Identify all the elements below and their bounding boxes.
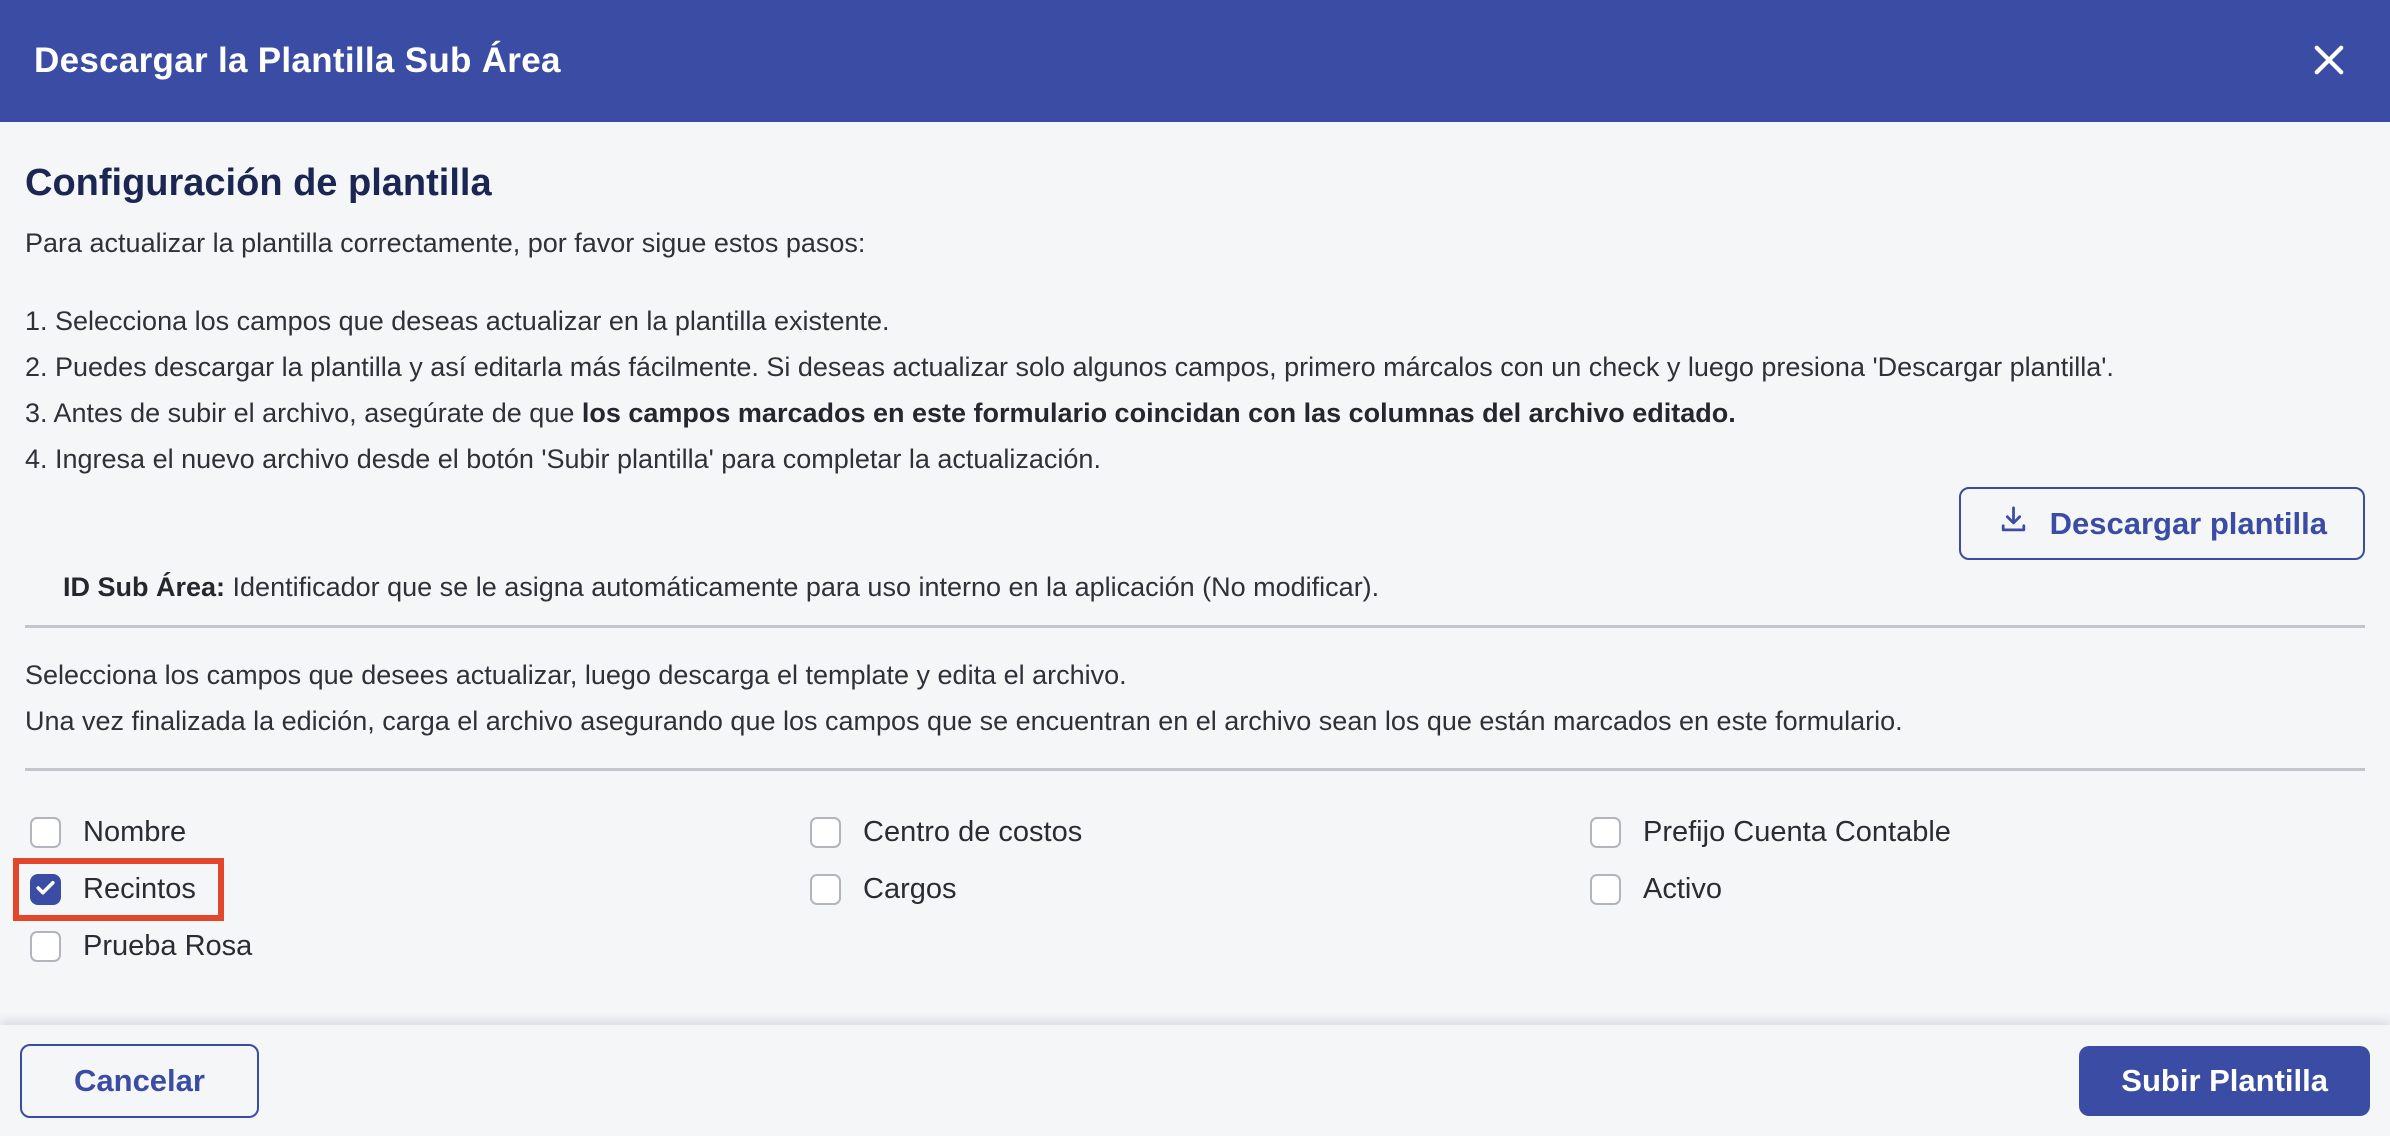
step-4: 4. Ingresa el nuevo archivo desde el botón 'Subir plantilla' para completar la actualización. [25, 444, 1101, 474]
checkbox-recintos[interactable] [30, 874, 61, 905]
checkbox-row-centro-de-costos[interactable] [810, 804, 1590, 861]
checkbox-label: Recintos [83, 873, 196, 905]
divider [25, 625, 2365, 628]
checkbox-label: Prefijo Cuenta Contable [1643, 816, 1951, 848]
instructions-line-1: Selecciona los campos que desees actualizar, luego descarga el template y edita el archivo. [25, 660, 1127, 690]
id-note-label: ID Sub Área: [63, 572, 226, 602]
step-1: 1. Selecciona los campos que deseas actualizar en la plantilla existente. [25, 306, 890, 336]
checkbox-nombre[interactable] [30, 817, 61, 848]
checkbox-label: Cargos [863, 873, 957, 905]
checkbox-activo[interactable] [1590, 874, 1621, 905]
section-title: Configuración de plantilla [25, 162, 492, 204]
field-checkbox-grid [30, 804, 2370, 975]
upload-template-button[interactable]: Subir Plantilla [2079, 1046, 2370, 1116]
checkbox-label: Nombre [83, 816, 187, 848]
checkbox-row-activo[interactable] [1590, 861, 2370, 918]
checkbox-label: Activo [1643, 873, 1722, 905]
intro-text: Para actualizar la plantilla correctamente, por favor sigue estos pasos: [25, 228, 866, 258]
checkbox-column-2 [810, 804, 1590, 975]
id-note-text: Identificador que se le asigna automáticamente para uso interno en la aplicación (No modificar). [225, 572, 1380, 602]
close-icon [2308, 39, 2350, 84]
checkbox-row-nombre[interactable] [30, 804, 810, 861]
checkbox-prueba-rosa[interactable] [30, 931, 61, 962]
instructions-line-2: Una vez finalizada la edición, carga el archivo asegurando que los campos que se encuentran en el archivo sean los que están marcados en este formulario. [25, 706, 1903, 736]
checkbox-label: Centro de costos [863, 816, 1083, 848]
update-instructions [25, 652, 2365, 744]
checkbox-row-cargos[interactable] [810, 861, 1590, 918]
steps-list [25, 298, 2365, 482]
modal-footer [0, 1025, 2390, 1136]
modal-header [0, 0, 2390, 122]
id-note [63, 572, 1379, 603]
checkmark-icon [33, 875, 58, 905]
modal-body [0, 122, 2390, 1025]
download-template-button[interactable] [1959, 487, 2365, 560]
checkbox-row-prefijo-cuenta-contable[interactable] [1590, 804, 2370, 861]
download-icon [1997, 503, 2030, 544]
checkbox-label: Prueba Rosa [83, 930, 253, 962]
checkbox-prefijo-cuenta-contable[interactable] [1590, 817, 1621, 848]
checkbox-column-1 [30, 804, 810, 975]
download-button-label: Descargar plantilla [2049, 505, 2327, 541]
checkbox-row-prueba-rosa[interactable] [30, 918, 810, 975]
highlight-box [13, 858, 224, 921]
close-button[interactable] [2302, 34, 2356, 88]
step-3: 3. Antes de subir el archivo, asegúrate de que los campos marcados en este formulario coincidan con las columnas del archivo editado. [25, 398, 1736, 428]
modal-title: Descargar la Plantilla Sub Área [34, 41, 561, 80]
checkbox-column-3 [1590, 804, 2370, 975]
step-2: 2. Puedes descargar la plantilla y así editarla más fácilmente. Si deseas actualizar solo algunos campos, primero márcalos con un check y luego presiona 'Descargar plantilla'. [25, 352, 2114, 382]
cancel-button[interactable]: Cancelar [20, 1044, 259, 1118]
checkbox-cargos[interactable] [810, 874, 841, 905]
checkbox-row-recintos[interactable] [30, 861, 810, 918]
divider [25, 768, 2365, 771]
checkbox-centro-de-costos[interactable] [810, 817, 841, 848]
